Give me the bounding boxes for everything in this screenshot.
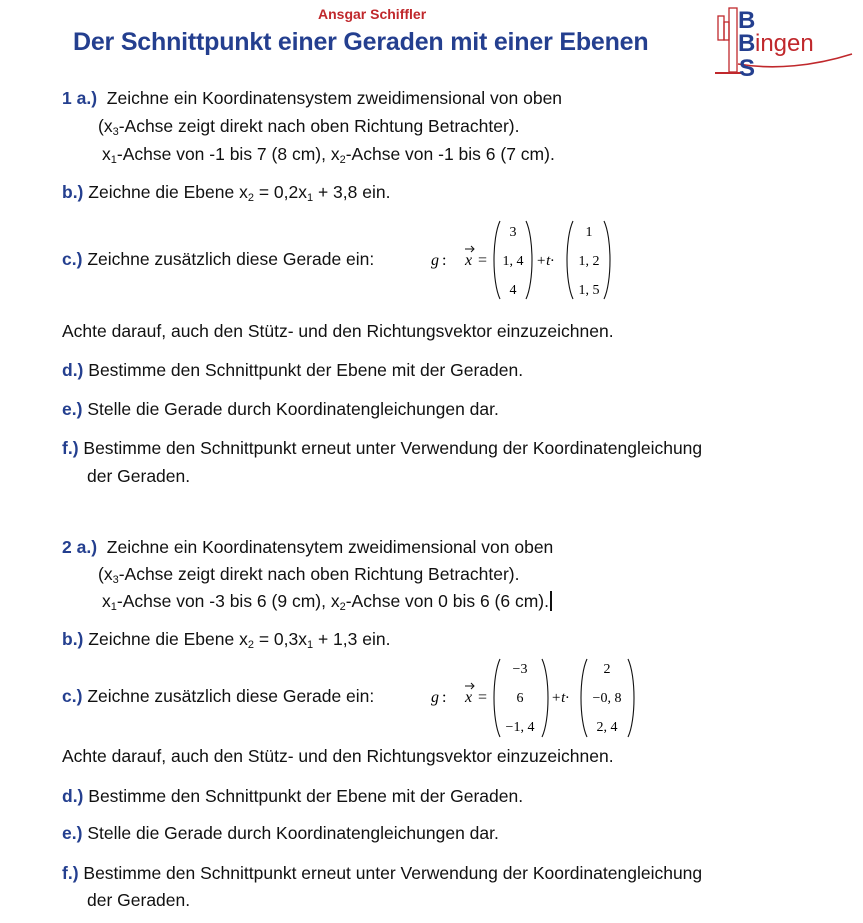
- colon: :: [442, 689, 447, 706]
- plus-t: +t·: [536, 253, 555, 269]
- task1-a-line3: [102, 143, 555, 171]
- subscript: 2: [339, 154, 346, 166]
- task2-a-line3: [102, 590, 552, 618]
- author-name: Ansgar Schiffler: [318, 6, 427, 22]
- subscript: 2: [247, 639, 254, 651]
- task1-line-equation: [425, 218, 615, 302]
- paren-right-icon: [628, 659, 634, 737]
- text: Zeichne zusätzlich diese Gerade ein:: [87, 249, 375, 269]
- text: Stelle die Gerade durch Koordinatengleichungen dar.: [87, 823, 499, 843]
- label-f: f.): [62, 863, 79, 883]
- task2-c-line: [62, 685, 374, 707]
- text: + 1,3 ein.: [313, 629, 391, 649]
- task1-a-line1: [62, 87, 562, 109]
- text: -Achse zeigt direkt nach oben Richtung Betrachter).: [118, 564, 520, 584]
- text: Bestimme den Schnittpunkt der Ebene mit der Geraden.: [88, 360, 524, 380]
- task1-f-line2: der Geraden.: [87, 466, 191, 486]
- paren-right-icon: [542, 659, 548, 737]
- equals: =: [478, 689, 488, 706]
- stuetz-x2: 1, 4: [502, 254, 524, 269]
- stuetz-x2: 6: [516, 691, 524, 706]
- richtung-x3: 2, 4: [596, 720, 618, 735]
- task2-a-line2: [98, 563, 519, 591]
- task1-a-text: Zeichne ein Koordinatensystem zweidimensional von oben: [106, 88, 563, 108]
- task1-number: 1 a.): [62, 88, 98, 108]
- logo-bar: [718, 16, 724, 40]
- text: Zeichne die Ebene x: [88, 629, 248, 649]
- text: -Achse von 0 bis 6 (6 cm).: [345, 591, 549, 611]
- task2-f-line1: [62, 862, 702, 884]
- label-b: b.): [62, 629, 84, 649]
- task1-c-line: [62, 248, 374, 270]
- g-symbol: g: [431, 689, 439, 706]
- equals: =: [478, 252, 488, 269]
- text: = 0,2x: [253, 182, 307, 202]
- task2-a-line1: [62, 536, 553, 558]
- text: -Achse von -1 bis 6 (7 cm).: [345, 144, 555, 164]
- g-symbol: g: [431, 252, 439, 269]
- text-cursor: [550, 591, 552, 611]
- colon: :: [442, 252, 447, 269]
- label-e: e.): [62, 399, 83, 419]
- richtung-x2: 1, 2: [578, 254, 600, 269]
- label-f: f.): [62, 438, 79, 458]
- task1-e-line: [62, 398, 499, 420]
- task1-b-line: [62, 181, 390, 209]
- text: Zeichne zusätzlich diese Gerade ein:: [87, 686, 375, 706]
- stuetz-x3: −1, 4: [505, 720, 535, 735]
- text: -Achse zeigt direkt nach oben Richtung Betrachter).: [118, 116, 520, 136]
- label-d: d.): [62, 360, 84, 380]
- subscript: 1: [110, 601, 117, 613]
- paren-left-icon: [581, 659, 587, 737]
- label-c: c.): [62, 686, 83, 706]
- task1-note: Achte darauf, auch den Stütz- und den Richtungsvektor einzuzeichnen.: [62, 321, 614, 341]
- logo-letter-s: S: [739, 55, 756, 78]
- task2-note: Achte darauf, auch den Stütz- und den Richtungsvektor einzuzeichnen.: [62, 746, 614, 766]
- x-symbol: x: [465, 689, 473, 706]
- task2-number: 2 a.): [62, 537, 98, 557]
- task1-a-line2: [98, 115, 519, 143]
- text: Bestimme den Schnittpunkt erneut unter Verwendung der Koordinatengleichung: [83, 863, 703, 883]
- text: (x: [98, 564, 113, 584]
- paren-right-icon: [526, 221, 532, 299]
- text: -Achse von -3 bis 6 (9 cm), x: [116, 591, 340, 611]
- text: x: [102, 144, 111, 164]
- subscript: 1: [306, 192, 314, 204]
- logo-letter-b2: B: [738, 30, 756, 57]
- subscript: 3: [112, 126, 119, 138]
- richtung-x1: 2: [603, 662, 611, 677]
- paren-left-icon: [567, 221, 573, 299]
- label-d: d.): [62, 786, 84, 806]
- task2-f-line2: der Geraden.: [87, 890, 191, 910]
- task2-b-line: [62, 628, 390, 656]
- stuetz-x1: −3: [512, 662, 528, 677]
- richtung-x2: −0, 8: [592, 691, 622, 706]
- logo-city: ingen: [755, 30, 814, 57]
- text: + 3,8 ein.: [313, 182, 391, 202]
- logo-base: [715, 72, 741, 74]
- paren-left-icon: [494, 221, 500, 299]
- label-e: e.): [62, 823, 83, 843]
- subscript: 3: [112, 574, 119, 586]
- richtung-x1: 1: [585, 225, 593, 240]
- logo-letter-b1: B: [738, 7, 756, 34]
- paren-right-icon: [604, 221, 610, 299]
- task1-f-line1: [62, 437, 702, 459]
- text: Zeichne die Ebene x: [88, 182, 248, 202]
- paren-left-icon: [494, 659, 500, 737]
- text: -Achse von -1 bis 7 (8 cm), x: [116, 144, 340, 164]
- text: x: [102, 591, 111, 611]
- subscript: 1: [306, 639, 314, 651]
- text: (x: [98, 116, 113, 136]
- task2-a-text: Zeichne ein Koordinatensytem zweidimensional von oben: [106, 537, 554, 557]
- subscript: 1: [110, 154, 117, 166]
- task2-e-line: [62, 822, 499, 844]
- logo-bar: [724, 22, 729, 40]
- subscript: 2: [247, 192, 254, 204]
- bbs-bingen-logo: [714, 6, 854, 78]
- x-symbol: x: [465, 252, 473, 269]
- task2-line-equation: [425, 656, 640, 740]
- task1-d-line: [62, 359, 523, 381]
- text: Bestimme den Schnittpunkt erneut unter Verwendung der Koordinatengleichung: [83, 438, 703, 458]
- task2-d-line: [62, 785, 523, 807]
- plus-t: +t·: [551, 690, 570, 706]
- subscript: 2: [339, 601, 346, 613]
- label-c: c.): [62, 249, 83, 269]
- stuetz-x1: 3: [509, 225, 517, 240]
- text: = 0,3x: [253, 629, 307, 649]
- richtung-x3: 1, 5: [578, 283, 600, 298]
- page-title: Der Schnittpunkt einer Geraden mit einer Ebenen: [73, 28, 649, 56]
- text: Stelle die Gerade durch Koordinatengleichungen dar.: [87, 399, 499, 419]
- text: Bestimme den Schnittpunkt der Ebene mit der Geraden.: [88, 786, 524, 806]
- stuetz-x3: 4: [509, 283, 517, 298]
- label-b: b.): [62, 182, 84, 202]
- logo-bar: [729, 8, 737, 72]
